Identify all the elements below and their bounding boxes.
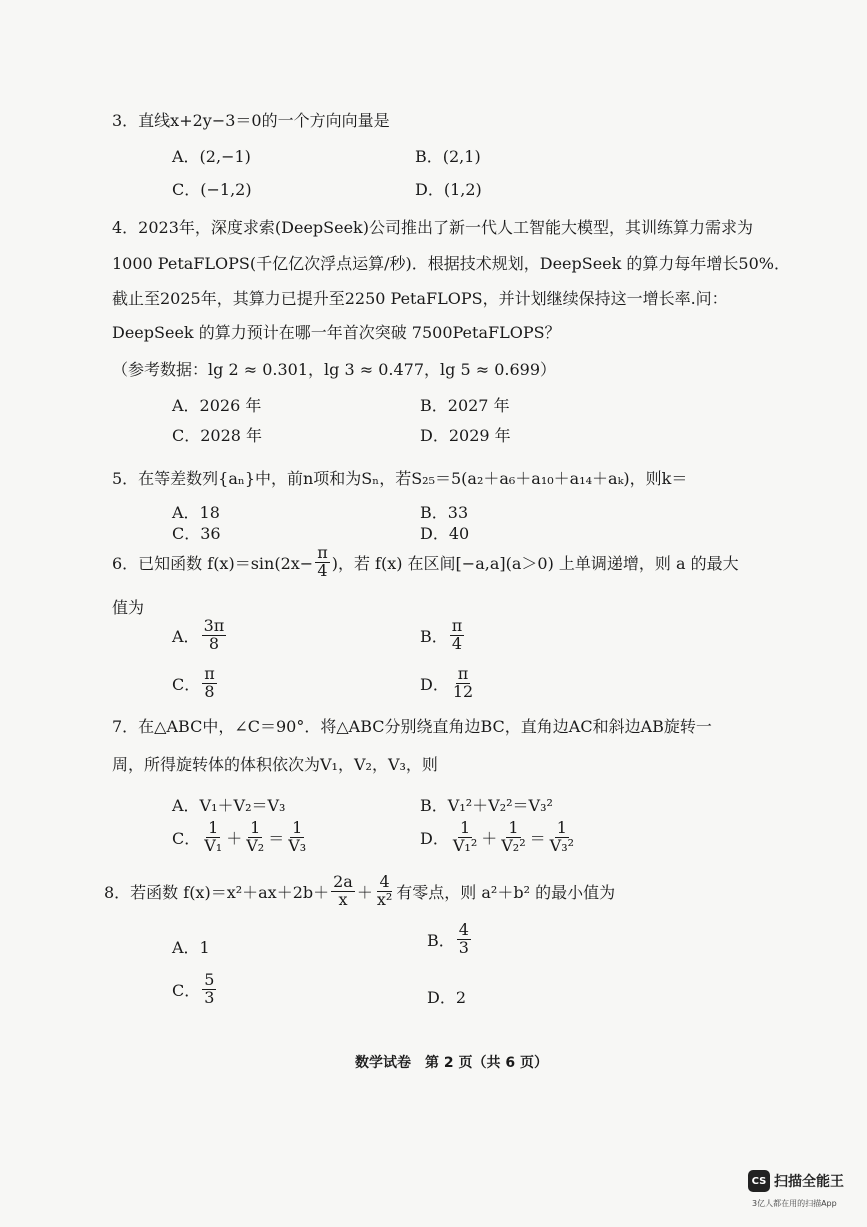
q6-stem-line2: 值为: [112, 598, 145, 617]
q4-stem-line1: 4．2023年，深度求索(DeepSeek)公司推出了新一代人工智能大模型，其训练算力需求为: [112, 218, 753, 237]
option-fraction: [202, 820, 224, 855]
fraction-numerator: 5: [204, 970, 215, 989]
option-fraction: [451, 820, 479, 855]
option-fraction: [244, 820, 266, 855]
q6-option-c: [172, 666, 219, 701]
fraction-numerator: π: [317, 543, 328, 562]
scanner-watermark: [748, 1170, 844, 1192]
q4-option-b: B．2027 年: [420, 396, 510, 415]
q5-stem: 5．在等差数列{aₙ}中，前n项和为Sₙ，若S₂₅＝5(a₂＋a₆＋a₁₀＋a₁₄＋aₖ)，则k＝: [112, 469, 688, 488]
option-fraction: [202, 666, 217, 701]
fraction-denominator: V₁: [204, 835, 223, 855]
q4-option-a: A．2026 年: [172, 396, 262, 415]
q8-stem: [104, 874, 615, 909]
page-footer: 数学试卷 第 2 页（共 6 页）: [355, 1055, 548, 1071]
q8-option-d: D．2: [427, 988, 467, 1007]
option-label: D．: [420, 674, 449, 694]
q3-option-c: C．(−1,2): [172, 180, 252, 199]
q5-option-c: C．36: [172, 524, 221, 543]
fraction-numerator: π: [204, 664, 215, 683]
operator: ＋: [481, 828, 498, 848]
q7-stem-line1: 7．在△ABC中，∠C＝90°．将△ABC分别绕直角边BC，直角边AC和斜边AB旋转一: [112, 717, 712, 736]
q6-stem: [112, 545, 739, 580]
fraction-denominator: 3: [204, 987, 215, 1007]
q6-option-b: [420, 618, 466, 653]
q7-option-a: A．V₁＋V₂＝V₃: [172, 796, 286, 815]
q3-option-a: A．(2,−1): [172, 147, 251, 166]
q3-stem: 3．直线x+2y−3＝0的一个方向向量是: [112, 111, 390, 130]
option-fraction: [450, 618, 465, 653]
q5-option-d: D．40: [420, 524, 470, 543]
q4-stem-line2: 1000 PetaFLOPS(千亿亿次浮点运算/秒)．根据技术规划，DeepSeek 的算力每年增长50%．: [112, 254, 790, 273]
q5-option-a: A．18: [172, 503, 220, 522]
q6-option-a: [172, 618, 228, 653]
fraction-denominator: 3: [458, 937, 469, 957]
q8-fraction-2: [375, 874, 394, 909]
fraction-numerator: 4: [379, 872, 390, 891]
option-label: B．: [420, 626, 448, 646]
fraction-numerator: 3π: [203, 616, 225, 635]
q6-stem-pre: 6．已知函数 f(x)＝sin(2x−: [112, 553, 314, 573]
watermark-name: 扫描全能王: [774, 1174, 844, 1190]
q7-option-b: B．V₁²＋V₂²＝V₃²: [420, 796, 553, 815]
operator: ＋: [226, 828, 243, 848]
fraction-denominator: 4: [317, 560, 328, 580]
operator: ＝: [529, 828, 546, 848]
option-fraction: [286, 820, 308, 855]
fraction-numerator: 1: [508, 818, 519, 837]
fraction-numerator: 1: [250, 818, 261, 837]
fraction-denominator: V₃: [288, 835, 307, 855]
option-fraction: [499, 820, 527, 855]
option-label: C．: [172, 674, 201, 694]
q5-option-b: B．33: [420, 503, 469, 522]
option-fraction: [202, 972, 216, 1007]
watermark-subtitle: 3亿人都在用的扫描App: [752, 1199, 837, 1208]
q4-stem-line4: DeepSeek 的算力预计在哪一年首次突破 7500PetaFLOPS？: [112, 323, 561, 342]
fraction-denominator: 8: [204, 681, 215, 701]
option-fraction: [202, 618, 227, 653]
fraction-denominator: V₂: [246, 835, 265, 855]
fraction-denominator: V₂²: [501, 835, 526, 855]
fraction-numerator: 2a: [333, 872, 353, 891]
q7-option-d: [420, 820, 578, 855]
fraction-numerator: 1: [556, 818, 567, 837]
q7-option-c: [172, 820, 310, 855]
q6-option-d: [420, 666, 477, 701]
q8-option-c: [172, 972, 218, 1007]
q3-option-b: B．(2,1): [415, 147, 481, 166]
fraction-denominator: 8: [208, 633, 219, 653]
q3-option-d: D．(1,2): [415, 180, 482, 199]
option-label: A．: [172, 626, 200, 646]
option-label: B．: [427, 930, 455, 950]
q8-stem-post: 有零点，则 a²＋b² 的最小值为: [396, 882, 616, 902]
operator: ＝: [268, 828, 285, 848]
operator: ＋: [356, 882, 373, 902]
fraction-denominator: x²: [376, 889, 393, 909]
fraction-numerator: 1: [459, 818, 471, 837]
q4-reference-data: （参考数据：lg 2 ≈ 0.301，lg 3 ≈ 0.477，lg 5 ≈ 0.699）: [112, 360, 557, 379]
fraction-numerator: 4: [458, 920, 469, 939]
q7-stem-line2: 周，所得旋转体的体积依次为V₁，V₂，V₃，则: [112, 755, 438, 774]
q4-option-c: C．2028 年: [172, 426, 263, 445]
q6-stem-post: )，若 f(x) 在区间[−a,a](a＞0) 上单调递增，则 a 的最大: [331, 553, 739, 573]
fraction-denominator: V₁²: [452, 835, 478, 855]
camscanner-logo-icon: CS: [748, 1170, 770, 1192]
q4-option-d: D．2029 年: [420, 426, 511, 445]
fraction-denominator: 12: [452, 681, 474, 701]
fraction-denominator: x: [338, 889, 348, 909]
q4-stem-line3: 截止至2025年，其算力已提升至2250 PetaFLOPS，并计划继续保持这一增长率.问：: [112, 289, 728, 308]
fraction-numerator: 1: [292, 818, 303, 837]
option-label: C．: [172, 828, 201, 848]
fraction-numerator: 1: [208, 818, 219, 837]
q8-fraction-1: [331, 874, 355, 909]
fraction-numerator: π: [457, 664, 469, 683]
fraction-denominator: V₃²: [549, 835, 575, 855]
option-fraction: [451, 666, 475, 701]
option-fraction: [457, 922, 471, 957]
option-label: D．: [420, 828, 449, 848]
option-label: C．: [172, 980, 201, 1000]
fraction-denominator: 4: [451, 633, 463, 653]
q6-stem-fraction: [315, 545, 330, 580]
q8-option-a: A．1: [172, 938, 210, 957]
q8-stem-pre: 8．若函数 f(x)＝x²＋ax＋2b＋: [104, 882, 330, 902]
q8-option-b: [427, 922, 473, 957]
option-fraction: [548, 820, 576, 855]
fraction-numerator: π: [451, 616, 463, 635]
